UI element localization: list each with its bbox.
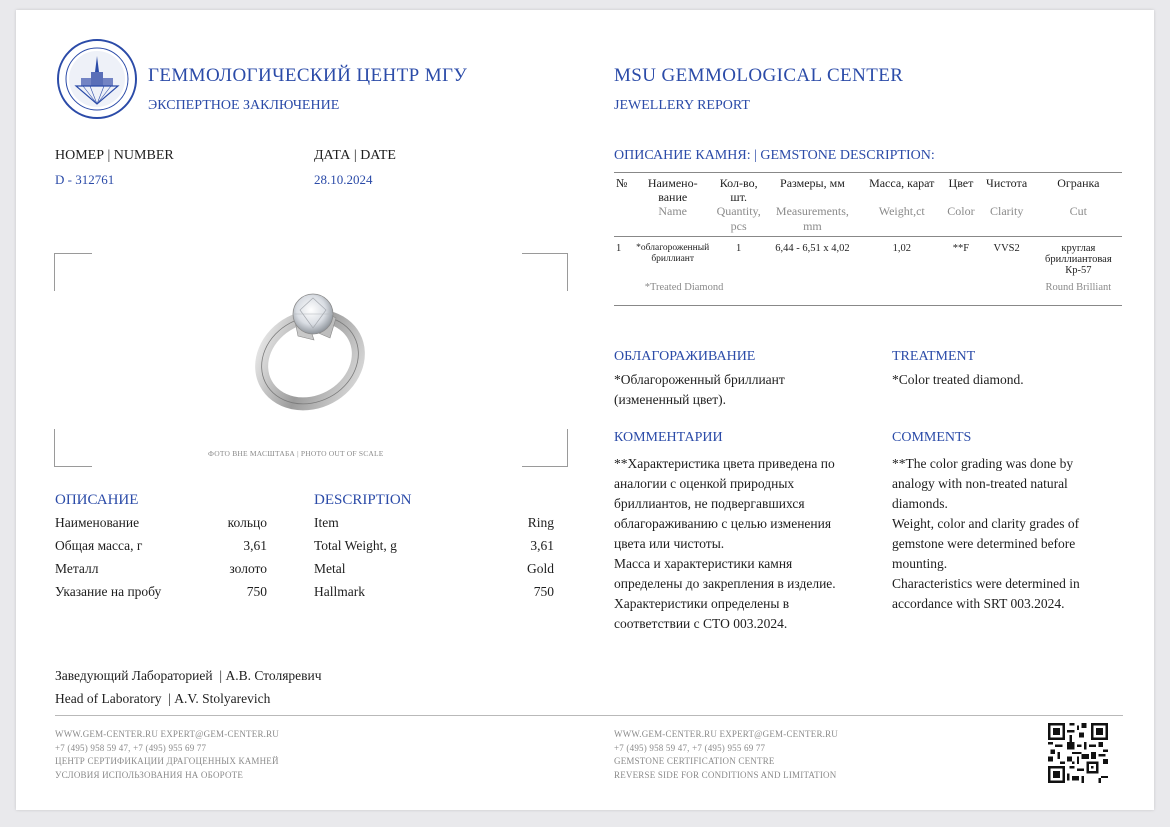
- comments-en-heading: COMMENTS: [892, 430, 972, 445]
- gemstone-header-en: Name Quantity, pcs Measurements, mm Weight,ct Color Clarity Cut: [614, 204, 1122, 237]
- description-en-row: Total Weight, g 3,61: [314, 538, 554, 553]
- description-ru-row: Указание на пробу 750: [55, 584, 267, 599]
- description-en-row: Hallmark 750: [314, 584, 554, 599]
- header-ru-subtitle: ЭКСПЕРТНОЕ ЗАКЛЮЧЕНИЕ: [148, 98, 340, 113]
- description-ru-row: Наименование кольцо: [55, 515, 267, 530]
- gemstone-table: [614, 172, 1122, 306]
- ring-photo: [238, 282, 374, 414]
- header-en-title: MSU GEMMOLOGICAL CENTER: [614, 65, 904, 86]
- date-value: 28.10.2024: [314, 172, 373, 187]
- treatment-ru-heading: ОБЛАГОРАЖИВАНИЕ: [614, 349, 756, 364]
- photo-caption: ФОТО ВНЕ МАСШТАБА | PHOTO OUT OF SCALE: [208, 449, 384, 458]
- treatment-en-heading: TREATMENT: [892, 349, 976, 364]
- treatment-en-text: *Color treated diamond.: [892, 372, 1024, 387]
- footer-right: WWW.GEM-CENTER.RU EXPERT@GEM-CENTER.RU +7 (495) 958 59 47, +7 (495) 955 69 77 GEMSTONE CERTIFICATION CENTRE REVERSE SIDE FOR CONDITIONS AND LIMITATION: [614, 729, 838, 780]
- photo-frame-corner: [54, 429, 92, 467]
- qr-code-icon[interactable]: [1048, 723, 1108, 783]
- description-en-row: Item Ring: [314, 515, 554, 530]
- description-en-row: Metal Gold: [314, 561, 554, 576]
- signature-ru: Заведующий Лабораторией | А.В. Столяревич: [55, 668, 322, 683]
- header-ru-title: ГЕММОЛОГИЧЕСКИЙ ЦЕНТР МГУ: [148, 65, 468, 86]
- signature-en: Head of Laboratory | A.V. Stolyarevich: [55, 691, 271, 706]
- gemstone-header-ru: № Наимено-вание Кол-во, шт. Размеры, мм Масса, карат Цвет Чистота Огранка: [614, 173, 1122, 205]
- table-row: *Treated Diamond Round Brilliant: [614, 276, 1122, 306]
- header-en-subtitle: JEWELLERY REPORT: [614, 98, 750, 113]
- comments-ru-text: **Характеристика цвета приведена по аналогии с оценкой природных бриллиантов, не подвергавшихся облагораживанию с целью изменения цвета или чистоты. Масса и характеристики камня определены до закрепления в изделие. Характеристики определены в соответствии с СТО 003.2024.: [614, 456, 836, 631]
- footer-left: WWW.GEM-CENTER.RU EXPERT@GEM-CENTER.RU +7 (495) 958 59 47, +7 (495) 955 69 77 ЦЕНТР СЕРТИФИКАЦИИ ДРАГОЦЕННЫХ КАМНЕЙ УСЛОВИЯ ИСПОЛЬЗОВАНИЯ НА ОБОРОТЕ: [55, 729, 279, 780]
- table-row: 1 *облагороженный бриллиант 1 6,44 - 6,51 x 4,02 1,02 **F VVS2 круглая бриллиантовая Кр-57: [616, 243, 1112, 276]
- description-en-heading: DESCRIPTION: [314, 492, 412, 508]
- footer-divider: [55, 715, 1123, 716]
- msu-logo-icon: [56, 38, 138, 120]
- gemstone-heading: ОПИСАНИЕ КАМНЯ: | GEMSTONE DESCRIPTION:: [614, 148, 935, 163]
- comments-ru-heading: КОММЕНТАРИИ: [614, 430, 723, 445]
- number-value: D - 312761: [55, 172, 115, 187]
- report-sheet: [16, 10, 1154, 810]
- number-label: НОМЕР | NUMBER: [55, 148, 174, 163]
- photo-frame-corner: [522, 429, 568, 467]
- treatment-ru-text: *Облагороженный бриллиант (измененный цвет).: [614, 372, 785, 407]
- description-ru-heading: ОПИСАНИЕ: [55, 492, 139, 508]
- photo-frame-corner: [522, 253, 568, 291]
- comments-en-text: **The color grading was done by analogy with non-treated natural diamonds. Weight, color and clarity grades of gemstone were determined before mounting. Characteristics were determined in accordance with SRT 003.2024.: [892, 456, 1080, 611]
- description-ru-row: Общая масса, г 3,61: [55, 538, 267, 553]
- date-label: ДАТА | DATE: [314, 148, 396, 163]
- description-ru-row: Металл золото: [55, 561, 267, 576]
- photo-frame-corner: [54, 253, 92, 291]
